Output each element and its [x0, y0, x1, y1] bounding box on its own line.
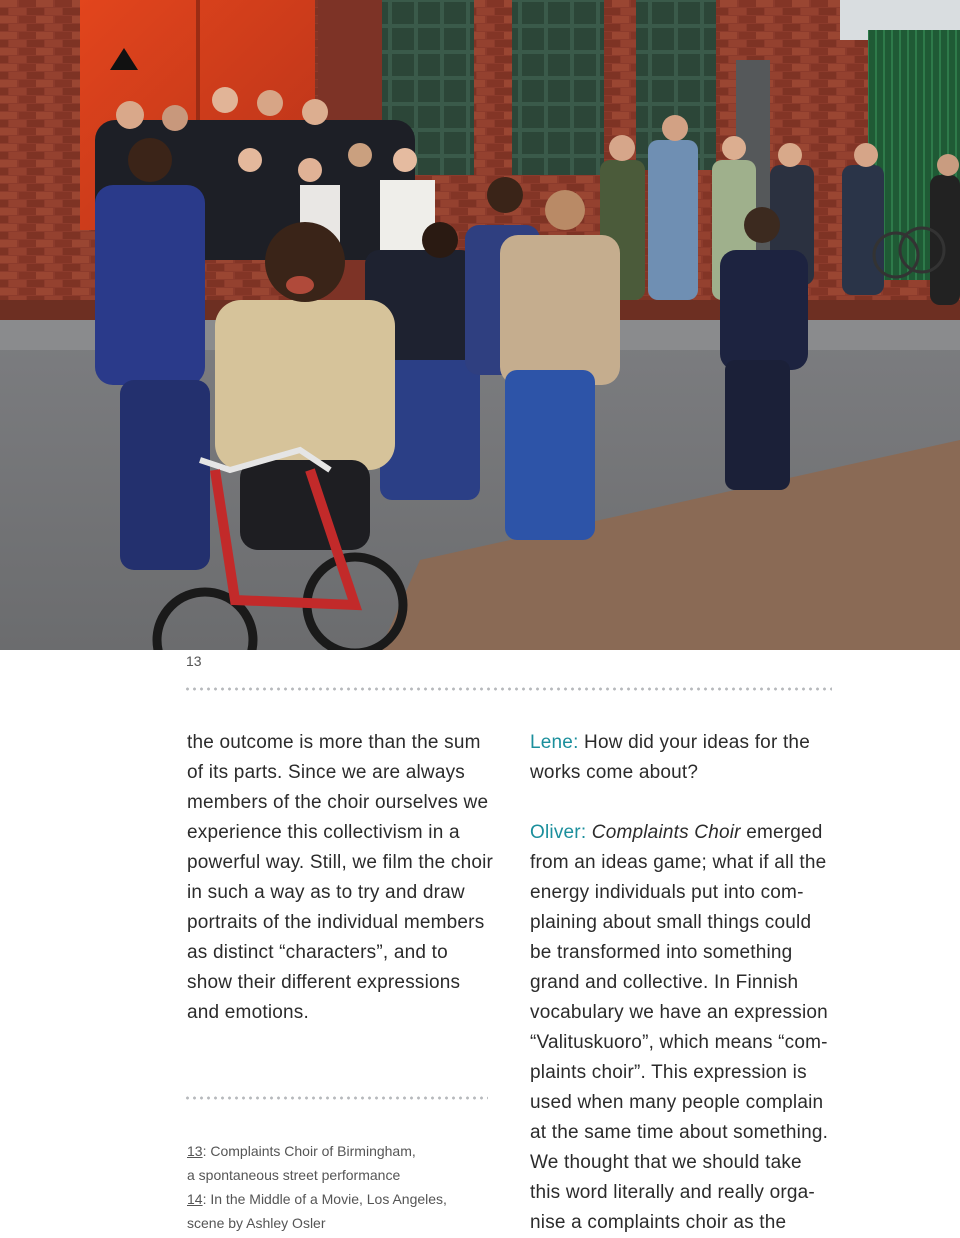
body-line: grand and collective. In Finnish [530, 972, 799, 993]
body-line: the outcome is more than the sum [187, 732, 481, 753]
question-line: works come about? [530, 762, 699, 783]
caption-number: 13 [187, 1143, 203, 1159]
question-line [530, 728, 832, 758]
speaker-name: Oliver: [530, 822, 587, 843]
body-line: in such a way as to try and draw [187, 882, 465, 903]
caption-line: scene by Ashley Osler [187, 1215, 326, 1231]
caption-line: 13: Complaints Choir of Birmingham, [187, 1143, 416, 1159]
caption-divider [184, 1096, 488, 1100]
dotted-divider [184, 687, 832, 691]
body-line: show their different expressions [187, 972, 461, 993]
body-line: We thought that we should take [530, 1152, 802, 1173]
body-line: and emotions. [187, 1002, 309, 1023]
body-line: be transformed into something [530, 942, 793, 963]
body-line: of its parts. Since we are always [187, 762, 465, 783]
caption-number: 14 [187, 1191, 203, 1207]
work-title: Complaints Choir [591, 822, 741, 843]
body-line: nise a complaints choir as the [530, 1212, 787, 1233]
answer-first-line [530, 818, 832, 848]
body-line: from an ideas game; what if all the [530, 852, 827, 873]
body-line: as distinct “characters”, and to [187, 942, 448, 963]
body-line: plaints choir”. This expression is [530, 1062, 807, 1083]
question-text: How did your ideas for the [584, 732, 810, 753]
image-captions [187, 1139, 447, 1235]
page-number: 13 [186, 653, 202, 669]
caption-line: a spontaneous street performance [187, 1167, 401, 1183]
body-line: plaining about small things could [530, 912, 812, 933]
body-line: members of the choir ourselves we [187, 792, 489, 813]
body-line: used when many people complain [530, 1092, 824, 1113]
body-line: “Valituskuoro”, which means “com- [530, 1032, 828, 1053]
answer-text: emerged [746, 822, 823, 843]
caption-line: 14: In the Middle of a Movie, Los Angeles, [187, 1191, 447, 1207]
right-text-column [530, 728, 832, 1238]
body-line: at the same time about something. [530, 1122, 829, 1143]
speaker-name: Lene: [530, 732, 579, 753]
caption-text: In the Middle of a Movie, Los Angeles, [210, 1191, 447, 1207]
caption-text: Complaints Choir of Birmingham, [210, 1143, 416, 1159]
body-line: vocabulary we have an expression [530, 1002, 828, 1023]
left-text-column [187, 728, 494, 1028]
body-line: portraits of the individual members [187, 912, 485, 933]
body-line: experience this collectivism in a [187, 822, 460, 843]
body-line: energy individuals put into com- [530, 882, 804, 903]
body-line: this word literally and really orga- [530, 1182, 815, 1203]
body-line: powerful way. Still, we film the choir [187, 852, 494, 873]
